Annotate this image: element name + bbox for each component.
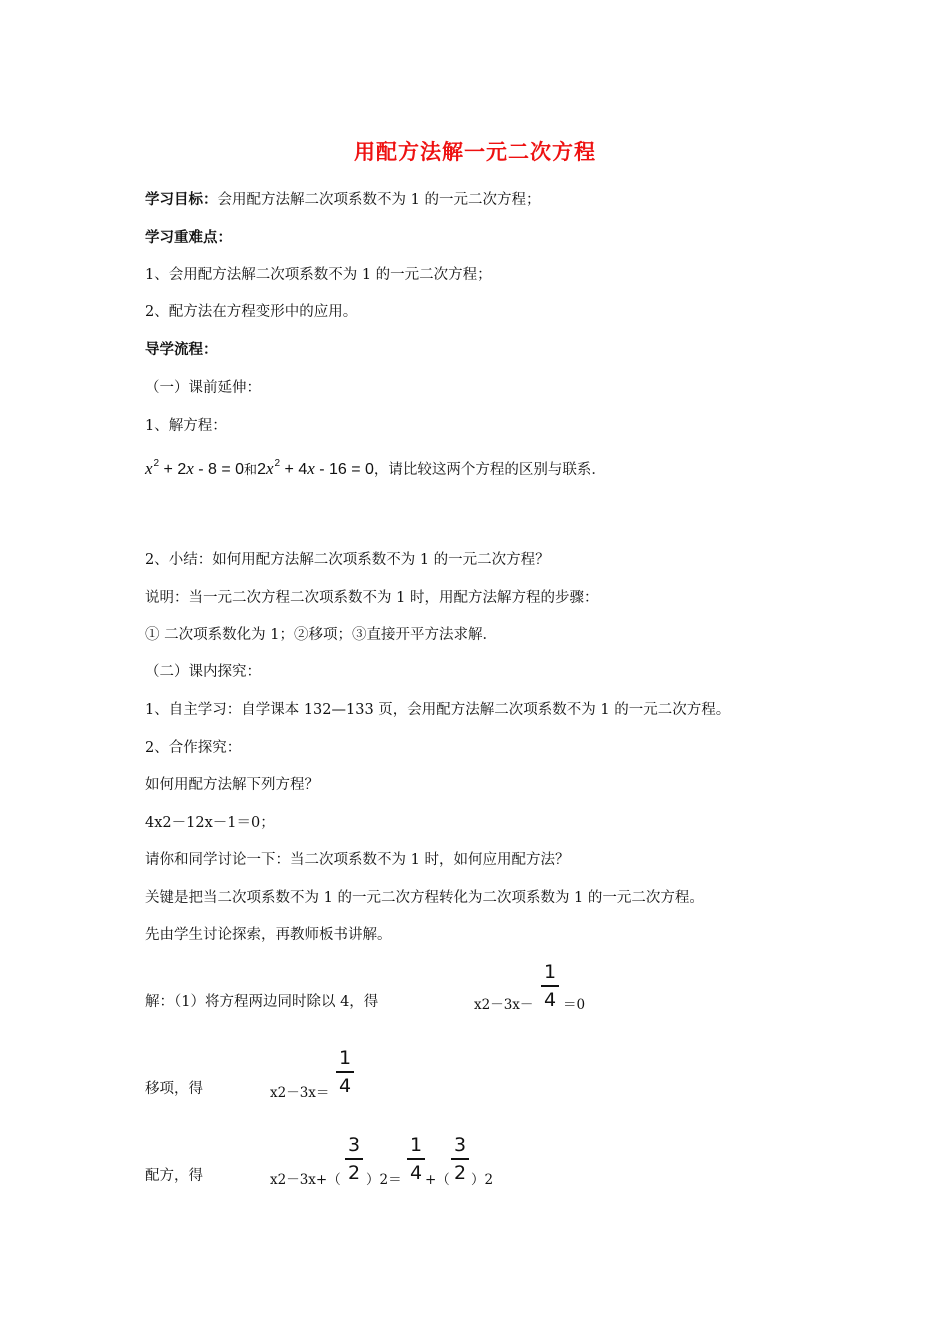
step3-part1: x2－3x+（ <box>270 1172 341 1188</box>
section2-heading: （二）课内探究： <box>145 664 261 680</box>
equation-line: 4x2－12x－1＝0； <box>145 815 275 831</box>
process-label: 导学流程： <box>145 342 218 358</box>
objective-line <box>145 190 540 210</box>
self-study-line: 1、自主学习：自学课本 132—133 页，会用配方法解二次项系数不为 1 的一元二次方程。 <box>145 702 731 718</box>
note-line: 说明：当一元二次方程二次项系数不为 1 时，用配方法解方程的步骤： <box>145 590 599 606</box>
summary-line: 2、小结：如何用配方法解二次项系数不为 1 的一元二次方程？ <box>145 552 550 568</box>
solution-step3-label: 配方，得 <box>145 1168 203 1184</box>
key-point-1: 1、会用配方法解二次项系数不为 1 的一元二次方程； <box>145 267 492 283</box>
equations-line <box>145 454 606 481</box>
equation-1: $x^2 + 2x - 8 = 0$ <box>145 458 245 478</box>
step3-fraction-2: 1 4 <box>407 1133 425 1185</box>
step3-part2: ）2＝ <box>366 1172 402 1188</box>
document-title: 用配方法解一元二次方程 <box>354 140 596 164</box>
key-line: 关键是把当二次项系数不为 1 的一元二次方程转化为二次项系数为 1 的一元二次方程。 <box>145 890 704 906</box>
and-text: 和 <box>244 463 258 478</box>
section1-question-1: 1、解方程： <box>145 418 227 434</box>
step3-part3: +（ <box>425 1172 450 1188</box>
objective-label: 学习目标： <box>145 192 218 208</box>
step3-fraction-3: 3 2 <box>451 1133 469 1185</box>
steps-line: ① 二次项系数化为 1；②移项；③直接开平方法求解． <box>145 627 497 643</box>
step1-fraction: 1 4 <box>541 960 559 1012</box>
question-line: 如何用配方法解下列方程？ <box>145 777 319 793</box>
equation-2: $2x^2 + 4x - 16 = 0$ <box>257 458 374 478</box>
coop-line: 2、合作探究： <box>145 740 242 756</box>
question-tail: ，请比较这两个方程的区别与联系． <box>373 462 606 478</box>
teacher-line: 先由学生讨论探索，再教师板书讲解。 <box>145 927 392 943</box>
step1-rhs: ＝0 <box>563 997 586 1013</box>
solution-step2-label: 移项，得 <box>145 1081 203 1097</box>
step2-fraction: 1 4 <box>336 1046 354 1098</box>
section1-heading: （一）课前延伸： <box>145 380 261 396</box>
solution-step1-label: 解：（1）将方程两边同时除以 4，得 <box>145 994 379 1010</box>
step3-part4: ）2 <box>471 1172 494 1188</box>
discuss-line: 请你和同学讨论一下：当二次项系数不为 1 时，如何应用配方法？ <box>145 852 570 868</box>
step2-lhs: x2－3x＝ <box>270 1085 330 1101</box>
key-point-2: 2、配方法在方程变形中的应用。 <box>145 304 358 320</box>
step3-fraction-1: 3 2 <box>345 1133 363 1185</box>
key-points-label: 学习重难点： <box>145 230 232 246</box>
step1-lhs: x2－3x－ <box>474 997 534 1013</box>
objective-text: 会用配方法解二次项系数不为 1 的一元二次方程； <box>217 192 541 208</box>
